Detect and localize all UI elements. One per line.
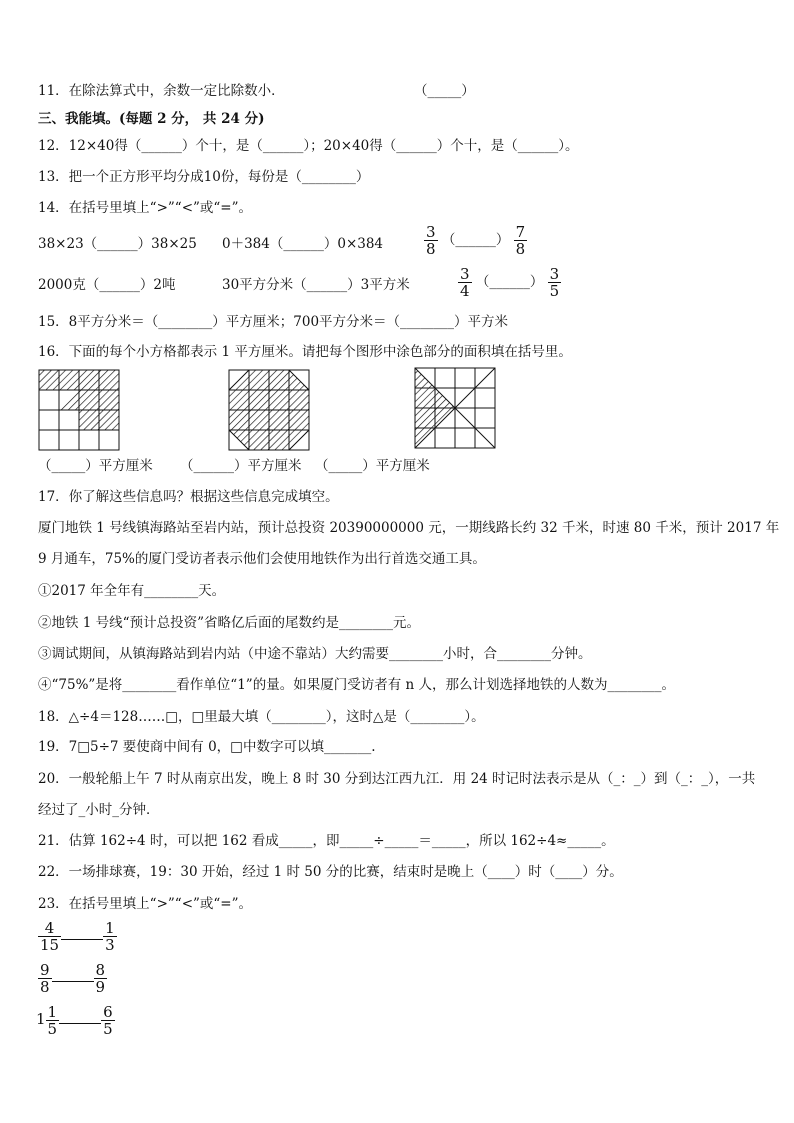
fraction: $\frac{1}{5}$ [47, 1003, 58, 1038]
q14-item-e: 30平方分米（______）3平方米 [222, 277, 410, 293]
fraction: $\frac{7}{8}$ [515, 223, 526, 258]
q17-part4: ④“75%”是将________看作单位“1”的量。如果厦门受访者有 n 人，那么计划选择地铁的人数为________。 [38, 677, 675, 693]
section-title: 三、我能填。(每题 2 分， 共 24 分) [38, 111, 265, 127]
answer-blank[interactable]: （______） [441, 232, 510, 248]
figure-3-grid [414, 367, 496, 449]
q12-text: 12．12×40得（______）个十，是（______）；20×40得（______）个十，是（______）。 [38, 138, 579, 154]
q23-row-2 [38, 962, 107, 995]
q23-row-3: 1 $\frac{1}{5}$ $\frac{6}{5}$ [36, 1003, 113, 1038]
q15-text: 15．8平方分米＝（________）平方厘米；700平方分米＝（________）平方米 [38, 314, 509, 330]
fraction: $\frac{1}{3}$ [105, 919, 115, 954]
q20-line2: 经过了_小时_分钟． [38, 802, 160, 818]
figure-2-grid [228, 369, 310, 451]
q21-text: 21．估算 162÷4 时，可以把 162 看成_____，即_____÷_____＝_____，所以 162÷4≈_____。 [38, 833, 615, 849]
q23-row-1 [38, 920, 117, 953]
answer-blank[interactable] [61, 925, 103, 940]
q18-text: 18．△÷4＝128……□，□里最大填（________），这时△是（________）。 [38, 709, 485, 725]
fraction: $\frac{8}{9}$ [95, 961, 106, 996]
fraction: $\frac{3}{4}$ [460, 265, 470, 300]
q14-item-d: 2000克（______）2吨 [38, 277, 176, 293]
q11-answer-blank[interactable]: （_____） [414, 83, 475, 99]
q14-item-f [458, 266, 561, 299]
fraction: $\frac{3}{5}$ [549, 265, 560, 300]
fraction: $\frac{3}{8}$ [426, 223, 436, 258]
q13-text: 13．把一个正方形平均分成10份，每份是（________） [38, 169, 370, 185]
q16-text: 16．下面的每个小方格都表示 1 平方厘米。请把每个图形中涂色部分的面积填在括号里。 [38, 344, 572, 360]
q14-text: 14．在括号里填上“>”“<”或“=”。 [38, 200, 253, 216]
q22-text: 22．一场排球赛，19：30 开始，经过 1 时 50 分的比赛，结束时是晚上（____）时（____）分。 [38, 864, 623, 880]
q16-answer-1[interactable]: （_____）平方厘米 [38, 458, 153, 474]
q14-item-c [424, 224, 527, 257]
q14-item-b: 0＋384（______）0×384 [222, 236, 384, 252]
answer-blank[interactable] [52, 967, 94, 982]
q17-part2: ②地铁 1 号线“预计总投资”省略亿后面的尾数约是________元。 [38, 615, 420, 631]
q11-text: 11．在除法算式中，余数一定比除数小． [38, 83, 285, 99]
fraction: $\frac{9}{8}$ [40, 961, 50, 996]
q16-answer-2[interactable]: （______）平方厘米 [180, 458, 302, 474]
q16-answer-3[interactable]: （_____）平方厘米 [315, 458, 430, 474]
q17-text: 17．你了解这些信息吗？根据这些信息完成填空。 [38, 489, 339, 505]
answer-blank[interactable] [59, 1009, 101, 1024]
q17-info-line1: 厦门地铁 1 号线镇海路站至岩内站，预计总投资 20390000000 元，一期线路长约 32 千米，时速 80 千米，预计 2017 年 [38, 520, 780, 536]
figure-1-grid [38, 369, 120, 451]
q20-line1: 20．一般轮船上午 7 时从南京出发，晚上 8 时 30 分到达江西九江．用 24 时记时法表示是从（_：_）到（_：_），一共 [38, 771, 756, 787]
q14-item-a: 38×23（______）38×25 [38, 236, 197, 252]
answer-blank[interactable]: （______） [475, 274, 544, 290]
fraction: $\frac{4}{15}$ [40, 919, 60, 954]
q17-part1: ①2017 年全年有________天。 [38, 583, 226, 599]
fraction: $\frac{6}{5}$ [103, 1003, 113, 1038]
q17-info-line2: 9 月通车，75%的厦门受访者表示他们会使用地铁作为出行首选交通工具。 [38, 551, 486, 567]
q19-text: 19．7□5÷7 要使商中间有 0，□中数字可以填_______. [38, 739, 376, 755]
q23-text: 23．在括号里填上“>”“<”或“=”。 [38, 896, 253, 912]
q17-part3: ③调试期间，从镇海路站到岩内站（中途不靠站）大约需要________小时，合________分钟。 [38, 646, 592, 662]
